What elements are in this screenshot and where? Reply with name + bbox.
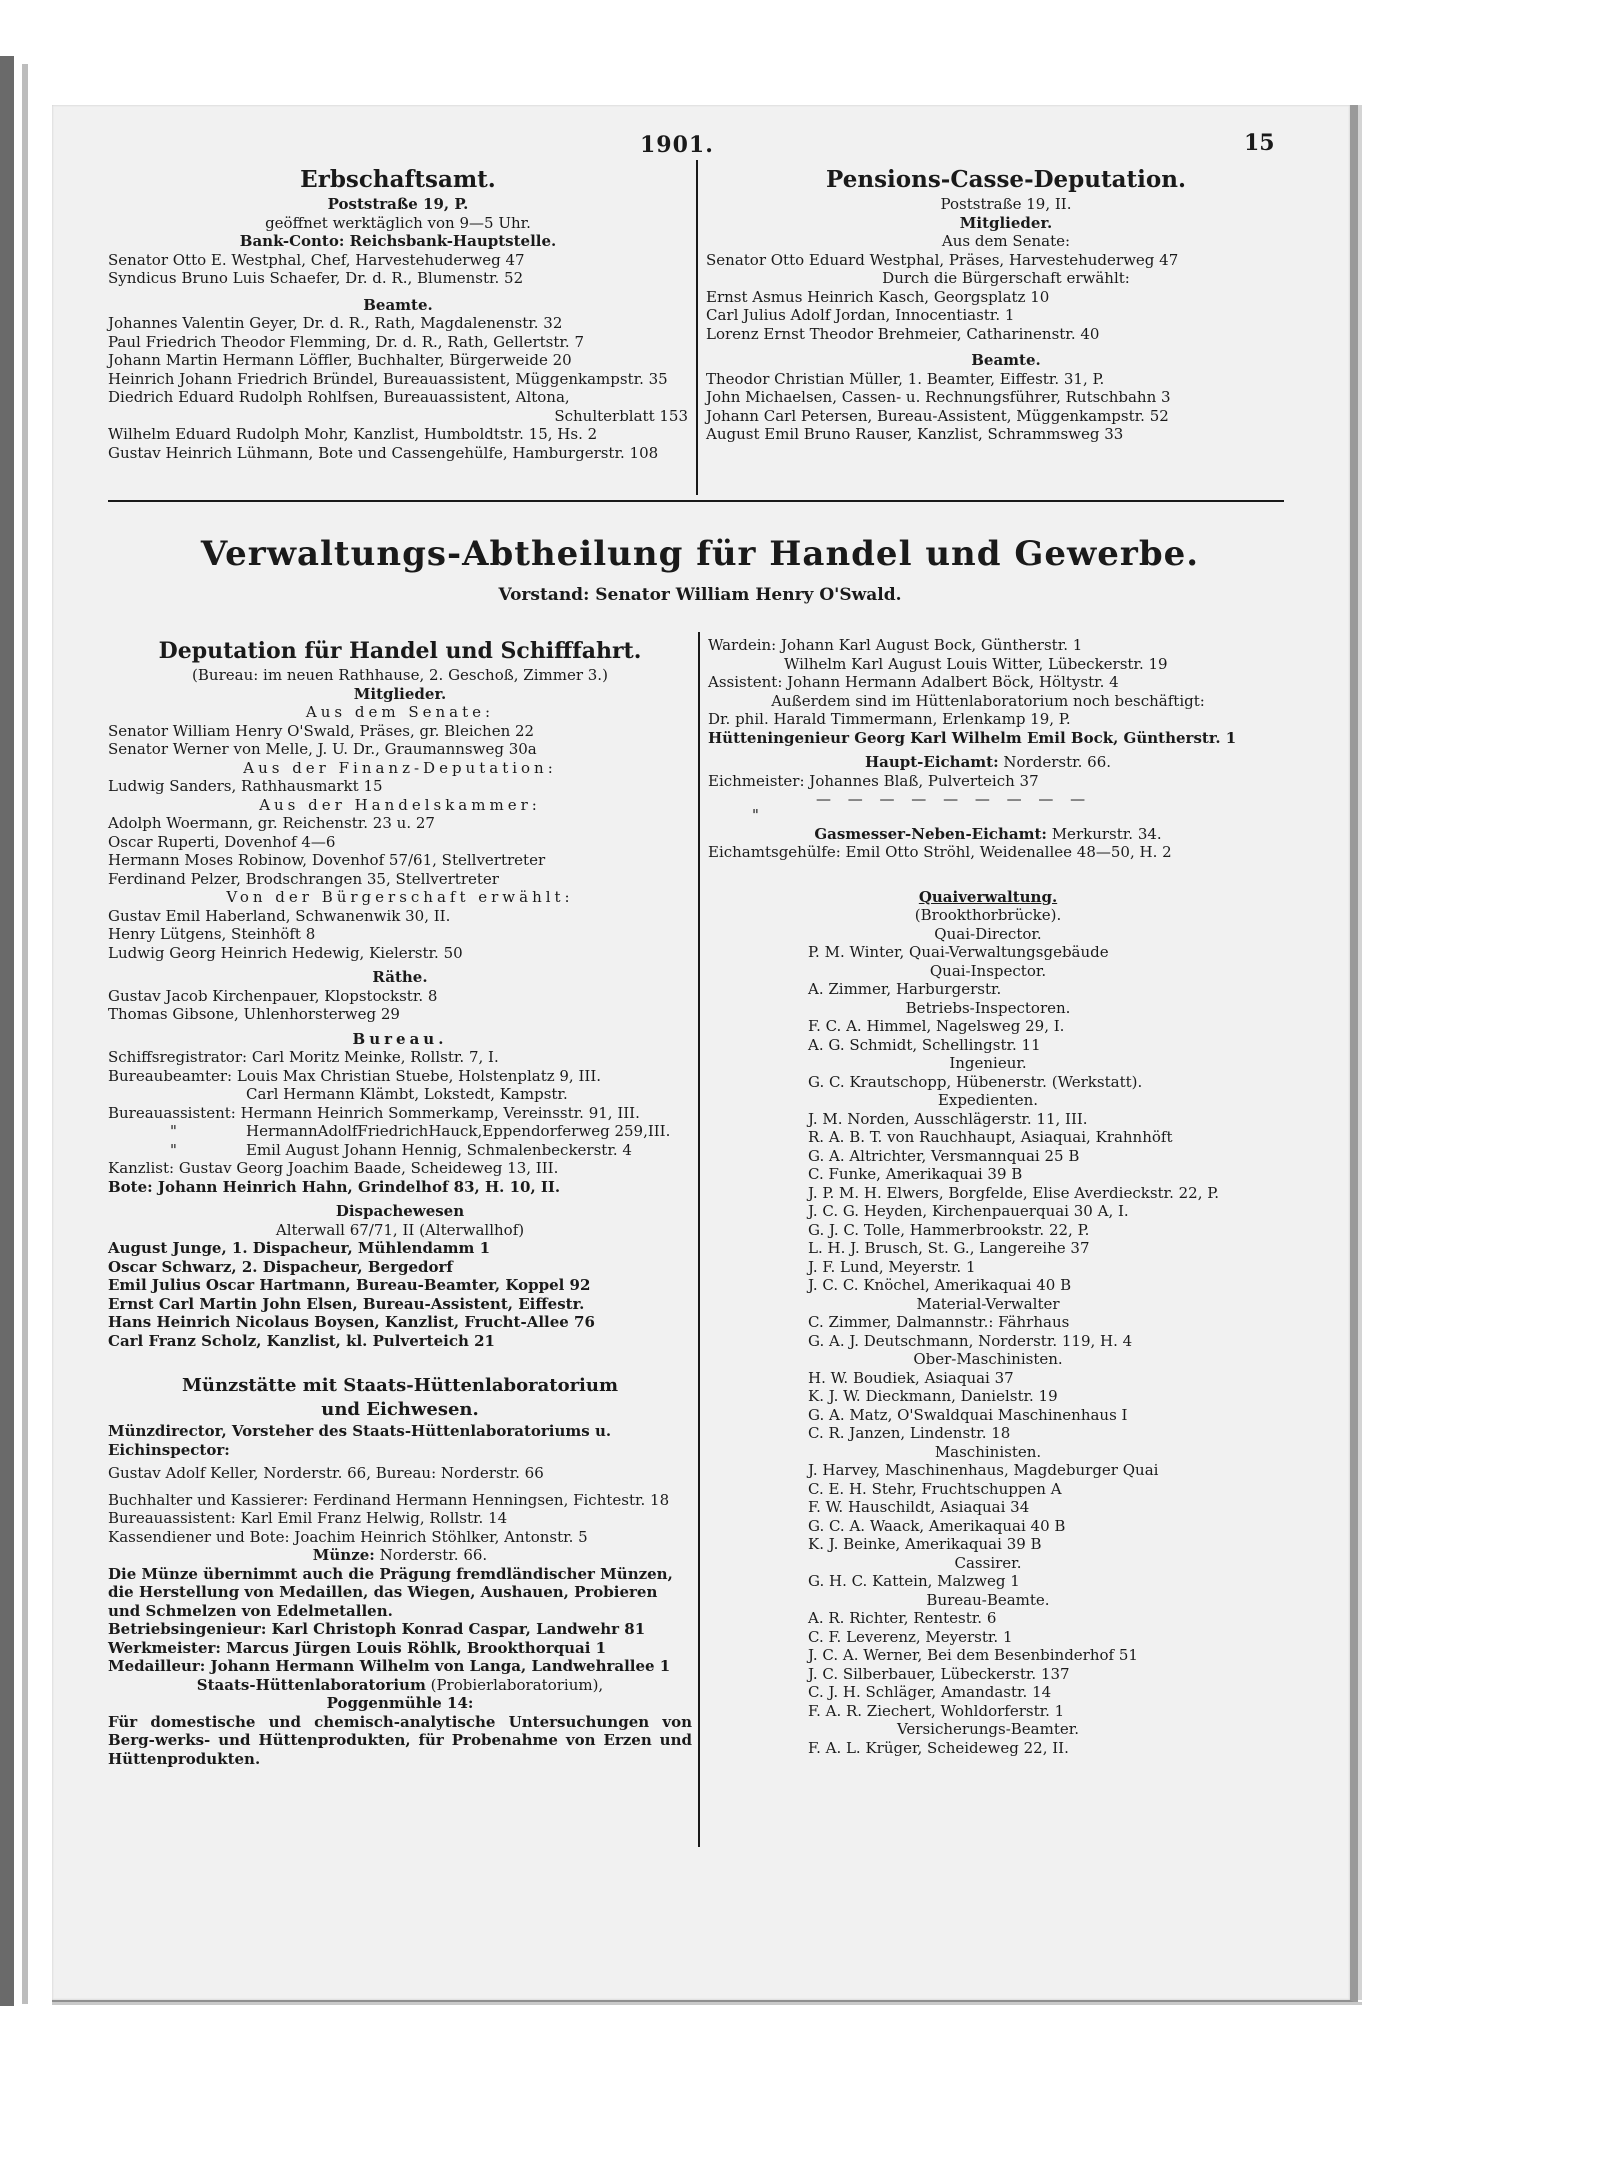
- erbschaftsamt-address: Poststraße 19, P.: [327, 195, 469, 213]
- page-number: 15: [1244, 130, 1275, 156]
- list-item: G. J. C. Tolle, Hammerbrookstr. 22, P.: [808, 1220, 1090, 1239]
- pensions-buerger-title: Durch die Bürgerschaft erwählt:: [882, 269, 1130, 287]
- list-item: F. A. R. Ziechert, Wohldorferstr. 1: [808, 1701, 1065, 1720]
- muenz-director-title: Münzdirector, Vorsteher des Staats-Hüttenlaboratoriums u. Eichinspector:: [108, 1422, 612, 1459]
- list-item: Emil Julius Oscar Hartmann, Bureau-Beamter, Koppel 92: [108, 1276, 591, 1294]
- list-item: Bureauassistent: Hermann Heinrich Sommerkamp, Vereinsstr. 91, III.: [108, 1103, 640, 1122]
- quai-group-title: Quai-Director.: [934, 924, 1042, 943]
- list-item: [108, 1141, 692, 1160]
- dash-rule: — — — — — — — — —: [816, 790, 1092, 808]
- list-item: J. C. Silberbauer, Lübeckerstr. 137: [808, 1664, 1070, 1683]
- erbschaftsamt-hours: geöffnet werktäglich von 9—5 Uhr.: [265, 213, 531, 232]
- list-item: A. G. Schmidt, Schellingstr. 11: [808, 1035, 1041, 1054]
- ditto-mark: ": [170, 1122, 177, 1140]
- list-item: Johannes Valentin Geyer, Dr. d. R., Rath, Magdalenenstr. 32: [108, 314, 563, 332]
- list-item: J. C. C. Knöchel, Amerikaquai 40 B: [808, 1276, 1072, 1294]
- list-item: Gustav Jacob Kirchenpauer, Klopstockstr. 8: [108, 986, 438, 1005]
- list-item: Carl Hermann Klämbt, Lokstedt, Kampstr.: [246, 1085, 568, 1103]
- list-item: Oscar Schwarz, 2. Dispacheur, Bergedorf: [108, 1257, 453, 1276]
- list-item: P. M. Winter, Quai-Verwaltungsgebäude: [808, 943, 1109, 961]
- dispache-title: Dispachewesen: [335, 1202, 465, 1220]
- list-item: Medailleur: Johann Hermann Wilhelm von Langa, Landwehrallee 1: [108, 1657, 671, 1675]
- list-item: C. F. Leverenz, Meyerstr. 1: [808, 1627, 1013, 1646]
- list-item: August Emil Bruno Rauser, Kanzlist, Schrammsweg 33: [706, 425, 1124, 443]
- deputation-section: [108, 636, 692, 1768]
- haupt-eichamt-heading: [708, 753, 1268, 772]
- list-item: Werkmeister: Marcus Jürgen Louis Röhlk, Brookthorquai 1: [108, 1638, 607, 1657]
- haupt-eichamt-title: Haupt-Eichamt:: [864, 753, 999, 771]
- list-item: Bureaubeamter: Louis Max Christian Stuebe, Holstenplatz 9, III.: [108, 1066, 602, 1085]
- list-item: Ernst Asmus Heinrich Kasch, Georgsplatz 10: [706, 287, 1050, 306]
- deputation-title: Deputation für Handel und Schifffahrt.: [158, 638, 642, 664]
- list-item: C. J. H. Schläger, Amandastr. 14: [808, 1683, 1052, 1701]
- dispache-address: Alterwall 67/71, II (Alterwallhof): [275, 1220, 525, 1239]
- list-item: J. C. G. Heyden, Kirchenpauerquai 30 A, I.: [808, 1202, 1129, 1220]
- gas-eichamt-heading: [708, 825, 1268, 844]
- list-item: Ernst Carl Martin John Elsen, Bureau-Assistent, Eiffestr.: [108, 1294, 585, 1313]
- list-item: Eichmeister: Johannes Blaß, Pulverteich 37: [708, 771, 1039, 790]
- erbschaftsamt-section: [108, 165, 688, 462]
- list-item: [108, 1122, 692, 1141]
- list-item: Kanzlist: Gustav Georg Joachim Baade, Scheideweg 13, III.: [108, 1159, 559, 1177]
- list-item: J. C. A. Werner, Bei dem Besenbinderhof 51: [808, 1646, 1138, 1664]
- quai-group-title: Ingenieur.: [949, 1054, 1027, 1072]
- page-bottom-edge: [52, 2002, 1362, 2005]
- list-item: Wilhelm Karl August Louis Witter, Lübeckerstr. 19: [784, 654, 1168, 673]
- erbschaftsamt-head: Syndicus Bruno Luis Schaefer, Dr. d. R., Blumenstr. 52: [108, 269, 524, 287]
- list-item: G. H. C. Kattein, Malzweg 1: [808, 1572, 1020, 1590]
- list-item: A. R. Richter, Rentestr. 6: [808, 1609, 997, 1627]
- list-item: Johann Carl Petersen, Bureau-Assistent, Müggenkampstr. 52: [706, 406, 1169, 425]
- deputation-senat-title: Aus dem Senate:: [305, 703, 495, 721]
- page-right-edge: [1358, 105, 1362, 2000]
- muenze-text: Die Münze übernimmt auch die Prägung fremdländischer Münzen, die Herstellung von Medaillen, das Wiegen, Aushauen, Probieren und Schmelzen von Edelmetallen.: [108, 1564, 673, 1620]
- pensions-section: [706, 165, 1306, 444]
- book-spine-edge: [22, 64, 28, 2004]
- list-item: Assistent: Johann Hermann Adalbert Böck, Höltystr. 4: [708, 673, 1119, 691]
- right-column: [708, 636, 1268, 1757]
- muenz-director-name: Gustav Adolf Keller, Norderstr. 66, Bureau: Norderstr. 66: [108, 1464, 544, 1482]
- list-item: Henry Lütgens, Steinhöft 8: [108, 925, 316, 943]
- list-item: G. A. J. Deutschmann, Norderstr. 119, H. 4: [808, 1331, 1133, 1350]
- list-item: Kassendiener und Bote: Joachim Heinrich Stöhlker, Antonstr. 5: [108, 1527, 588, 1546]
- column-divider-bottom: [698, 632, 700, 1847]
- deputation-mitglieder-title: Mitglieder.: [353, 684, 447, 703]
- pensions-beamte-title: Beamte.: [971, 351, 1041, 369]
- quai-group-title: Quai-Inspector.: [929, 961, 1047, 980]
- list-item: Paul Friedrich Theodor Flemming, Dr. d. R., Rath, Gellertstr. 7: [108, 332, 584, 351]
- also-title: Außerdem sind im Hüttenlaboratorium noch beschäftigt:: [771, 691, 1205, 710]
- muenze-heading: [108, 1546, 692, 1565]
- list-item: G. A. Matz, O'Swaldquai Maschinenhaus I: [808, 1405, 1128, 1424]
- quai-groups: [708, 925, 1268, 1758]
- list-item: Ludwig Georg Heinrich Hedewig, Kielerstr. 50: [108, 943, 463, 962]
- huette-address: Poggenmühle 14:: [326, 1694, 474, 1712]
- list-item: Hermann Moses Robinow, Dovenhof 57/61, Stellvertreter: [108, 851, 546, 869]
- list-item: John Michaelsen, Cassen- u. Rechnungsführer, Rutschbahn 3: [706, 388, 1171, 406]
- ditto-mark: ": [170, 1140, 177, 1159]
- huette-title: Staats-Hüttenlaboratorium: [196, 1675, 426, 1694]
- list-item: K. J. W. Dieckmann, Danielstr. 19: [808, 1387, 1058, 1405]
- muenze-title: Münze:: [312, 1546, 375, 1564]
- list-item: Carl Julius Adolf Jordan, Innocentiastr. 1: [706, 306, 1015, 324]
- list-item: Diedrich Eduard Rudolph Rohlfsen, Bureauassistent, Altona,: [108, 388, 570, 406]
- list-item: Carl Franz Scholz, Kanzlist, kl. Pulverteich 21: [108, 1331, 495, 1350]
- list-item: Eichamtsgehülfe: Emil Otto Ströhl, Weidenallee 48—50, H. 2: [708, 843, 1172, 861]
- list-item: Gustav Emil Haberland, Schwanenwik 30, II.: [108, 906, 451, 925]
- huette-heading: [108, 1676, 692, 1695]
- vorstand-line: Vorstand: Senator William Henry O'Swald.: [498, 585, 902, 605]
- list-item: C. Zimmer, Dalmannstr.: Fährhaus: [808, 1313, 1070, 1331]
- column-divider-top: [696, 160, 698, 495]
- quai-group-title: Expedienten.: [937, 1091, 1039, 1109]
- list-item: G. C. Krautschopp, Hübenerstr. (Werkstatt).: [808, 1072, 1143, 1091]
- muenz-title-2: und Eichwesen.: [321, 1399, 479, 1420]
- list-item: Oscar Ruperti, Dovenhof 4—6: [108, 832, 336, 851]
- quai-group-title: Bureau-Beamte.: [926, 1590, 1050, 1609]
- list-item: Gustav Heinrich Lühmann, Bote und Cassengehülfe, Hamburgerstr. 108: [108, 443, 659, 462]
- quai-group-title: Cassirer.: [954, 1553, 1022, 1572]
- quai-sub: (Brookthorbrücke).: [914, 906, 1062, 924]
- erbschaftsamt-bank: Bank-Conto: Reichsbank-Hauptstelle.: [239, 232, 557, 250]
- list-item-text: Emil August Johann Hennig, Schmalenbeckerstr. 4: [246, 1140, 632, 1159]
- list-item: Buchhalter und Kassierer: Ferdinand Hermann Henningsen, Fichtestr. 18: [108, 1490, 670, 1509]
- list-item: Senator Werner von Melle, J. U. Dr., Graumannsweg 30a: [108, 740, 537, 758]
- muenze-address: Norderstr. 66.: [379, 1546, 488, 1564]
- quai-title: Quaiverwaltung.: [918, 887, 1058, 906]
- erbschaftsamt-title: Erbschaftsamt.: [300, 166, 496, 193]
- deputation-bureau-title: Bureau.: [352, 1029, 448, 1048]
- list-item: F. A. L. Krüger, Scheideweg 22, II.: [808, 1738, 1069, 1757]
- list-item: K. J. Beinke, Amerikaquai 39 B: [808, 1535, 1042, 1553]
- list-item: J. M. Norden, Ausschlägerstr. 11, III.: [808, 1109, 1088, 1128]
- gas-eichamt-title: Gasmesser-Neben-Eichamt:: [814, 824, 1047, 843]
- list-item: Adolph Woermann, gr. Reichenstr. 23 u. 27: [108, 814, 435, 832]
- list-item: Thomas Gibsone, Uhlenhorsterweg 29: [108, 1005, 400, 1023]
- list-item: J. Harvey, Maschinenhaus, Magdeburger Quai: [808, 1461, 1159, 1479]
- ditto-mark: ": [752, 805, 759, 824]
- list-item: Ferdinand Pelzer, Brodschrangen 35, Stellvertreter: [108, 869, 499, 888]
- list-item: H. W. Boudiek, Asiaquai 37: [808, 1368, 1014, 1387]
- list-item: Wilhelm Eduard Rudolph Mohr, Kanzlist, Humboldtstr. 15, Hs. 2: [108, 425, 598, 443]
- pensions-senat-title: Aus dem Senate:: [941, 232, 1071, 250]
- page-year: 1901.: [640, 132, 714, 158]
- list-item: J. F. Lund, Meyerstr. 1: [808, 1257, 976, 1276]
- haupt-eichamt-address: Norderstr. 66.: [1003, 753, 1112, 771]
- list-item: R. A. B. T. von Rauchhaupt, Asiaquai, Krahnhöft: [808, 1128, 1173, 1146]
- list-item: Hütteningenieur Georg Karl Wilhelm Emil Bock, Güntherstr. 1: [708, 728, 1237, 747]
- deputation-buerger-title: Von der Bürgerschaft erwählt:: [226, 888, 574, 906]
- quai-group-title: Betriebs-Inspectoren.: [905, 998, 1071, 1017]
- list-item: Bureauassistent: Karl Emil Franz Helwig, Rollstr. 14: [108, 1509, 508, 1527]
- section-rule: [108, 500, 1284, 502]
- list-item: Johann Martin Hermann Löffler, Buchhalter, Bürgerweide 20: [108, 351, 572, 369]
- list-item: Hans Heinrich Nicolaus Boysen, Kanzlist, Frucht-Allee 76: [108, 1313, 595, 1331]
- list-item: F. W. Hauschildt, Asiaquai 34: [808, 1498, 1030, 1516]
- list-item: Wardein: Johann Karl August Bock, Güntherstr. 1: [708, 636, 1083, 654]
- list-item: G. C. A. Waack, Amerikaquai 40 B: [808, 1516, 1066, 1535]
- list-item: F. C. A. Himmel, Nagelsweg 29, I.: [808, 1017, 1065, 1035]
- list-item: J. P. M. H. Elwers, Borgfelde, Elise Averdieckstr. 22, P.: [808, 1183, 1220, 1202]
- list-item: August Junge, 1. Dispacheur, Mühlendamm 1: [108, 1239, 491, 1257]
- list-item: Betriebsingenieur: Karl Christoph Konrad Caspar, Landwehr 81: [108, 1620, 646, 1638]
- list-item: Senator Otto Eduard Westphal, Präses, Harvestehuderweg 47: [706, 250, 1179, 269]
- erbschaftsamt-head: Senator Otto E. Westphal, Chef, Harvestehuderweg 47: [108, 250, 525, 269]
- list-item: C. Funke, Amerikaquai 39 B: [808, 1165, 1023, 1183]
- list-item: Senator William Henry O'Swald, Präses, gr. Bleichen 22: [108, 721, 535, 740]
- list-item: Ludwig Sanders, Rathhausmarkt 15: [108, 777, 383, 795]
- muenz-title: Münzstätte mit Staats-Hüttenlaboratorium: [181, 1375, 619, 1396]
- list-item-text: HermannAdolfFriedrichHauck,Eppendorferweg 259,III.: [246, 1122, 671, 1140]
- main-title: Verwaltungs-Abtheilung für Handel und Gewerbe.: [200, 534, 1200, 574]
- book-spine-shadow: [0, 56, 14, 2006]
- quai-group-title: Maschinisten.: [934, 1442, 1042, 1461]
- deputation-bureau: (Bureau: im neuen Rathhause, 2. Geschoß, Zimmer 3.): [192, 666, 608, 684]
- list-item-continuation: Schulterblatt 153: [554, 406, 688, 425]
- pensions-mitglieder-title: Mitglieder.: [959, 213, 1053, 232]
- list-item: Schiffsregistrator: Carl Moritz Meinke, Rollstr. 7, I.: [108, 1048, 499, 1066]
- quai-group-title: Material-Verwalter: [916, 1294, 1060, 1313]
- list-item: Heinrich Johann Friedrich Bründel, Bureauassistent, Müggenkampstr. 35: [108, 369, 668, 388]
- list-item: Bote: Johann Heinrich Hahn, Grindelhof 83, H. 10, II.: [108, 1177, 561, 1196]
- deputation-kammer-title: Aus der Handelskammer:: [259, 795, 541, 814]
- list-item: G. A. Altrichter, Versmannquai 25 B: [808, 1146, 1080, 1165]
- list-item: Dr. phil. Harald Timmermann, Erlenkamp 19, P.: [708, 710, 1071, 728]
- quai-group-title: Ober-Maschinisten.: [913, 1350, 1063, 1368]
- deputation-raethe-title: Räthe.: [372, 968, 428, 986]
- list-item: Theodor Christian Müller, 1. Beamter, Eiffestr. 31, P.: [706, 369, 1105, 388]
- quai-group-title: Versicherungs-Beamter.: [896, 1720, 1080, 1738]
- list-item: L. H. J. Brusch, St. G., Langereihe 37: [808, 1239, 1090, 1257]
- list-item: C. R. Janzen, Lindenstr. 18: [808, 1424, 1011, 1442]
- pensions-address: Poststraße 19, II.: [940, 195, 1072, 213]
- list-item: C. E. H. Stehr, Fruchtschuppen A: [808, 1479, 1062, 1498]
- deputation-finanz-title: Aus der Finanz-Deputation:: [243, 758, 557, 777]
- huette-sub: (Probierlaboratorium),: [430, 1675, 604, 1694]
- list-item: A. Zimmer, Harburgerstr.: [808, 980, 1002, 998]
- pensions-title: Pensions-Casse-Deputation.: [826, 166, 1186, 193]
- erbschaftsamt-beamte-title: Beamte.: [363, 295, 433, 314]
- huette-text: Für domestische und chemisch-analytische Untersuchungen von Berg-werks- und Hüttenprodukten, für Probenahme von Erzen und Hüttenprodukten.: [108, 1712, 692, 1768]
- gas-eichamt-address: Merkurstr. 34.: [1051, 824, 1162, 843]
- list-item: Lorenz Ernst Theodor Brehmeier, Catharinenstr. 40: [706, 324, 1100, 343]
